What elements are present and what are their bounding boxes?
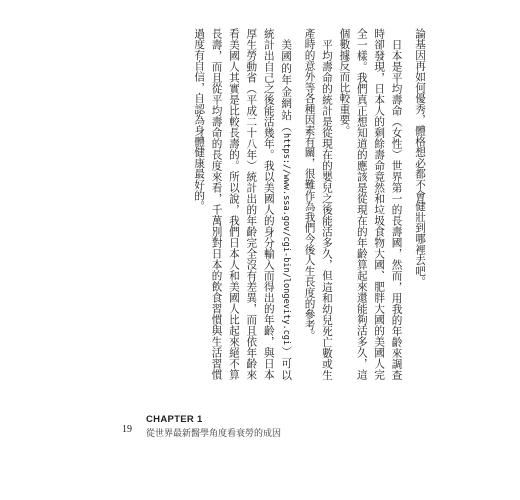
longevity-url-link[interactable]: https://www.ssa.gov/cgi-bin/longevity.cgi — [281, 132, 292, 345]
paragraph-4-before-url: 美國的年金網站（ — [280, 38, 293, 133]
chapter-subtitle: 從世界最新醫學角度看衰勞的成因 — [146, 429, 282, 439]
paragraph-4 — [190, 28, 294, 380]
paragraph-4-after-url: ）可以統計出自己之後能活幾年。我以美國人的身分輸入而得出的年齡，與日本厚生勞動省（平成二十八年）統計出的年齡完全沒有差異，而且依年齡來看美國人其實是比較長壽的。所以說，我們日本人和美國人比起來絕不算長壽，而且從平均壽命的長度來看，千萬別對日本的飲食習慣與生活習慣過度有自信，自認為身體健康最好的。 — [193, 28, 293, 381]
page-number: 19 — [122, 424, 132, 435]
paragraph-2: 日本是平均壽命（女性）世界第一的長壽國，然而，用我的年齡來調查時卻發現，日本人的剩餘壽命竟然和垃圾食物大國、肥胖大國的美國人完全一樣。我們真正想知道的應該是從現在的年齡算起來還能夠活多久，這個數據反而比較重要。 — [338, 28, 403, 380]
chapter-label: CHAPTER 1 — [146, 414, 203, 425]
paragraph-3: 平均壽命的統計是從現在的嬰兒之後能活多久，但這和幼兒死亡數或生產時的意外等各種因素有關，很難作為我們今後人生長度的參考。 — [303, 28, 333, 380]
vertical-text-body — [168, 28, 428, 380]
paragraph-1: 論基因再如何優秀，體格想必都不會健壯到哪裡去吧。 — [414, 28, 426, 288]
